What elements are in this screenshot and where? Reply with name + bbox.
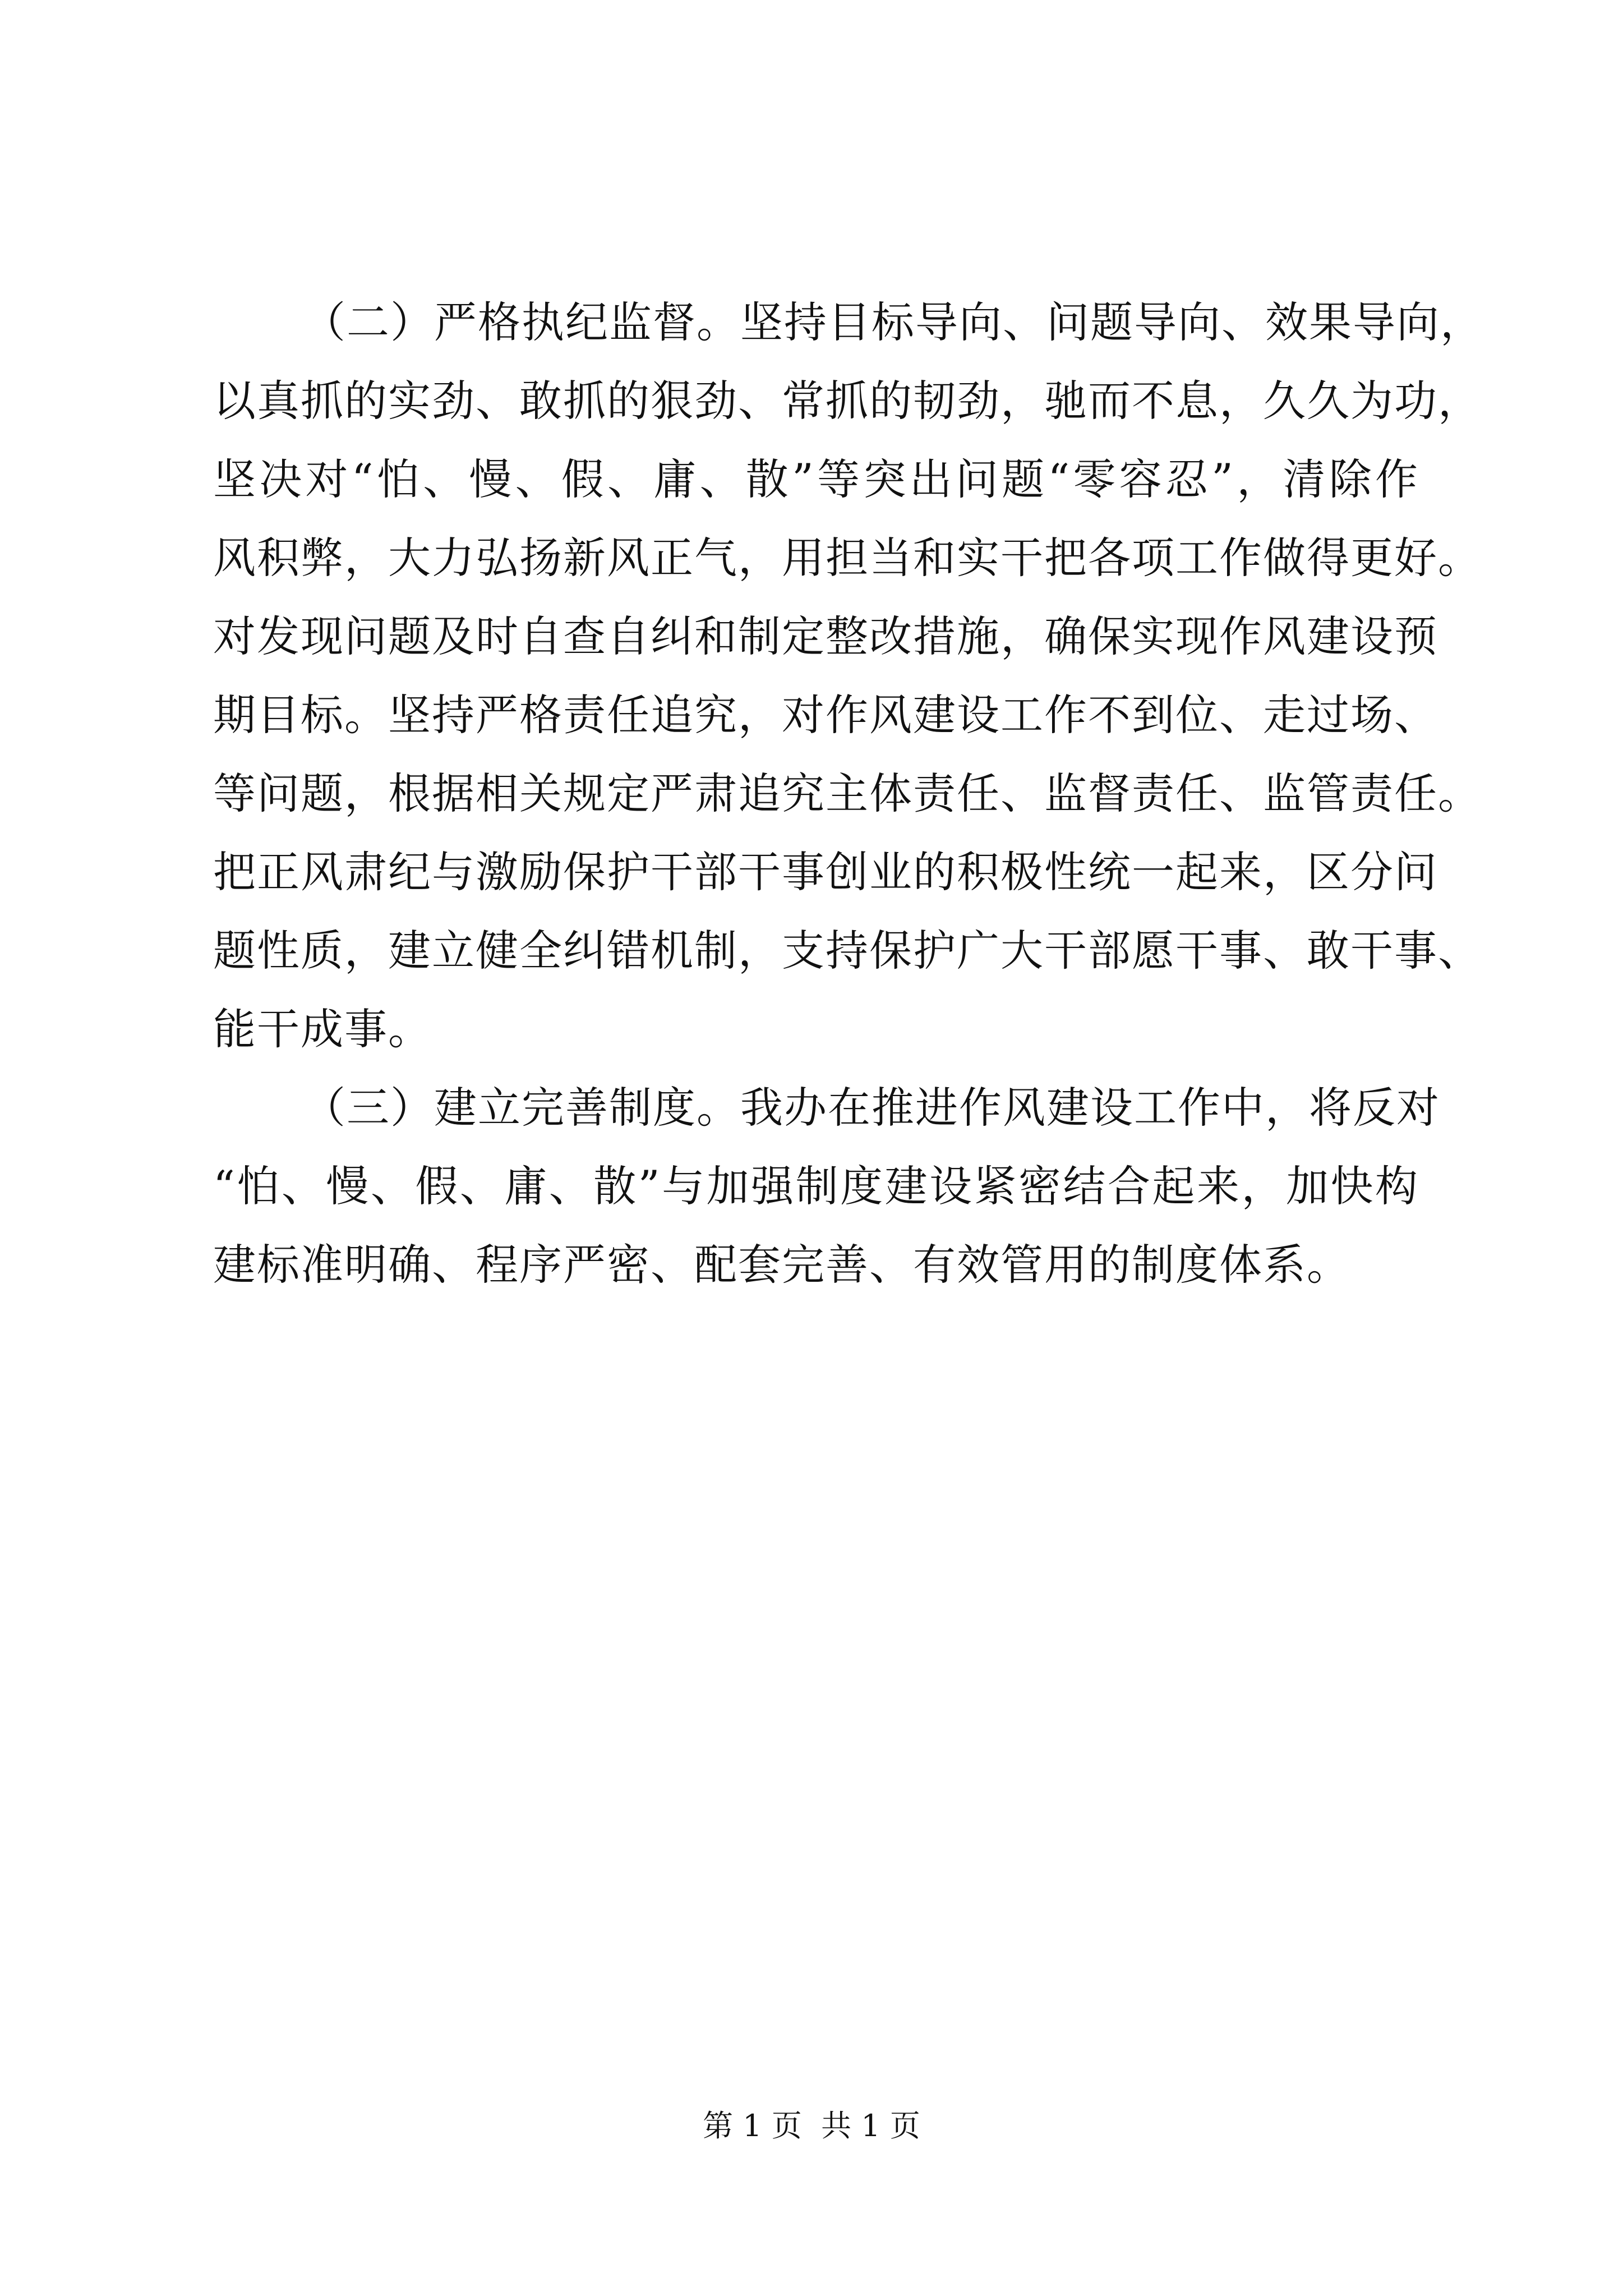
paragraph-line: 建标准明确、程序严密、配套完善、有效管用的制度体系。 bbox=[213, 1240, 1350, 1290]
paragraph-line: （二）严格执纪监督。坚持目标导向、问题导向、效果导向， bbox=[303, 297, 1484, 347]
paragraph-line: 等问题，根据相关规定严肃追究主体责任、监督责任、监管责任。 bbox=[213, 769, 1482, 818]
paragraph-line: “怕、慢、假、庸、散”与加强制度建设紧密结合起来，加快构 bbox=[213, 1161, 1419, 1211]
paragraph-line: （三）建立完善制度。我办在推进作风建设工作中，将反对 bbox=[303, 1083, 1440, 1133]
paragraph-system-improvement bbox=[213, 1069, 1440, 1304]
document-body bbox=[213, 283, 1484, 1304]
paragraph-line: 题性质，建立健全纠错机制，支持保护广大干部愿干事、敢干事、 bbox=[213, 926, 1482, 976]
page-footer bbox=[0, 2106, 1623, 2146]
paragraph-discipline-supervision bbox=[213, 283, 1484, 1069]
paragraph-line: 以真抓的实劲、敢抓的狠劲、常抓的韧劲，驰而不息，久久为功， bbox=[213, 376, 1482, 426]
paragraph-line: 把正风肃纪与激励保护干部干事创业的积极性统一起来，区分问 bbox=[213, 847, 1438, 897]
paragraph-line: 期目标。坚持严格责任追究，对作风建设工作不到位、走过场、 bbox=[213, 690, 1438, 740]
paragraph-line: 能干成事。 bbox=[213, 1004, 432, 1054]
paragraph-line: 风积弊，大力弘扬新风正气，用担当和实干把各项工作做得更好。 bbox=[213, 533, 1482, 583]
page-number-label: 第 1 页 共 1 页 bbox=[703, 2108, 920, 2143]
paragraph-line: 对发现问题及时自查自纠和制定整改措施，确保实现作风建设预 bbox=[213, 611, 1438, 661]
paragraph-line: 坚决对“怕、慢、假、庸、散”等突出问题“零容忍”，清除作 bbox=[213, 454, 1419, 504]
